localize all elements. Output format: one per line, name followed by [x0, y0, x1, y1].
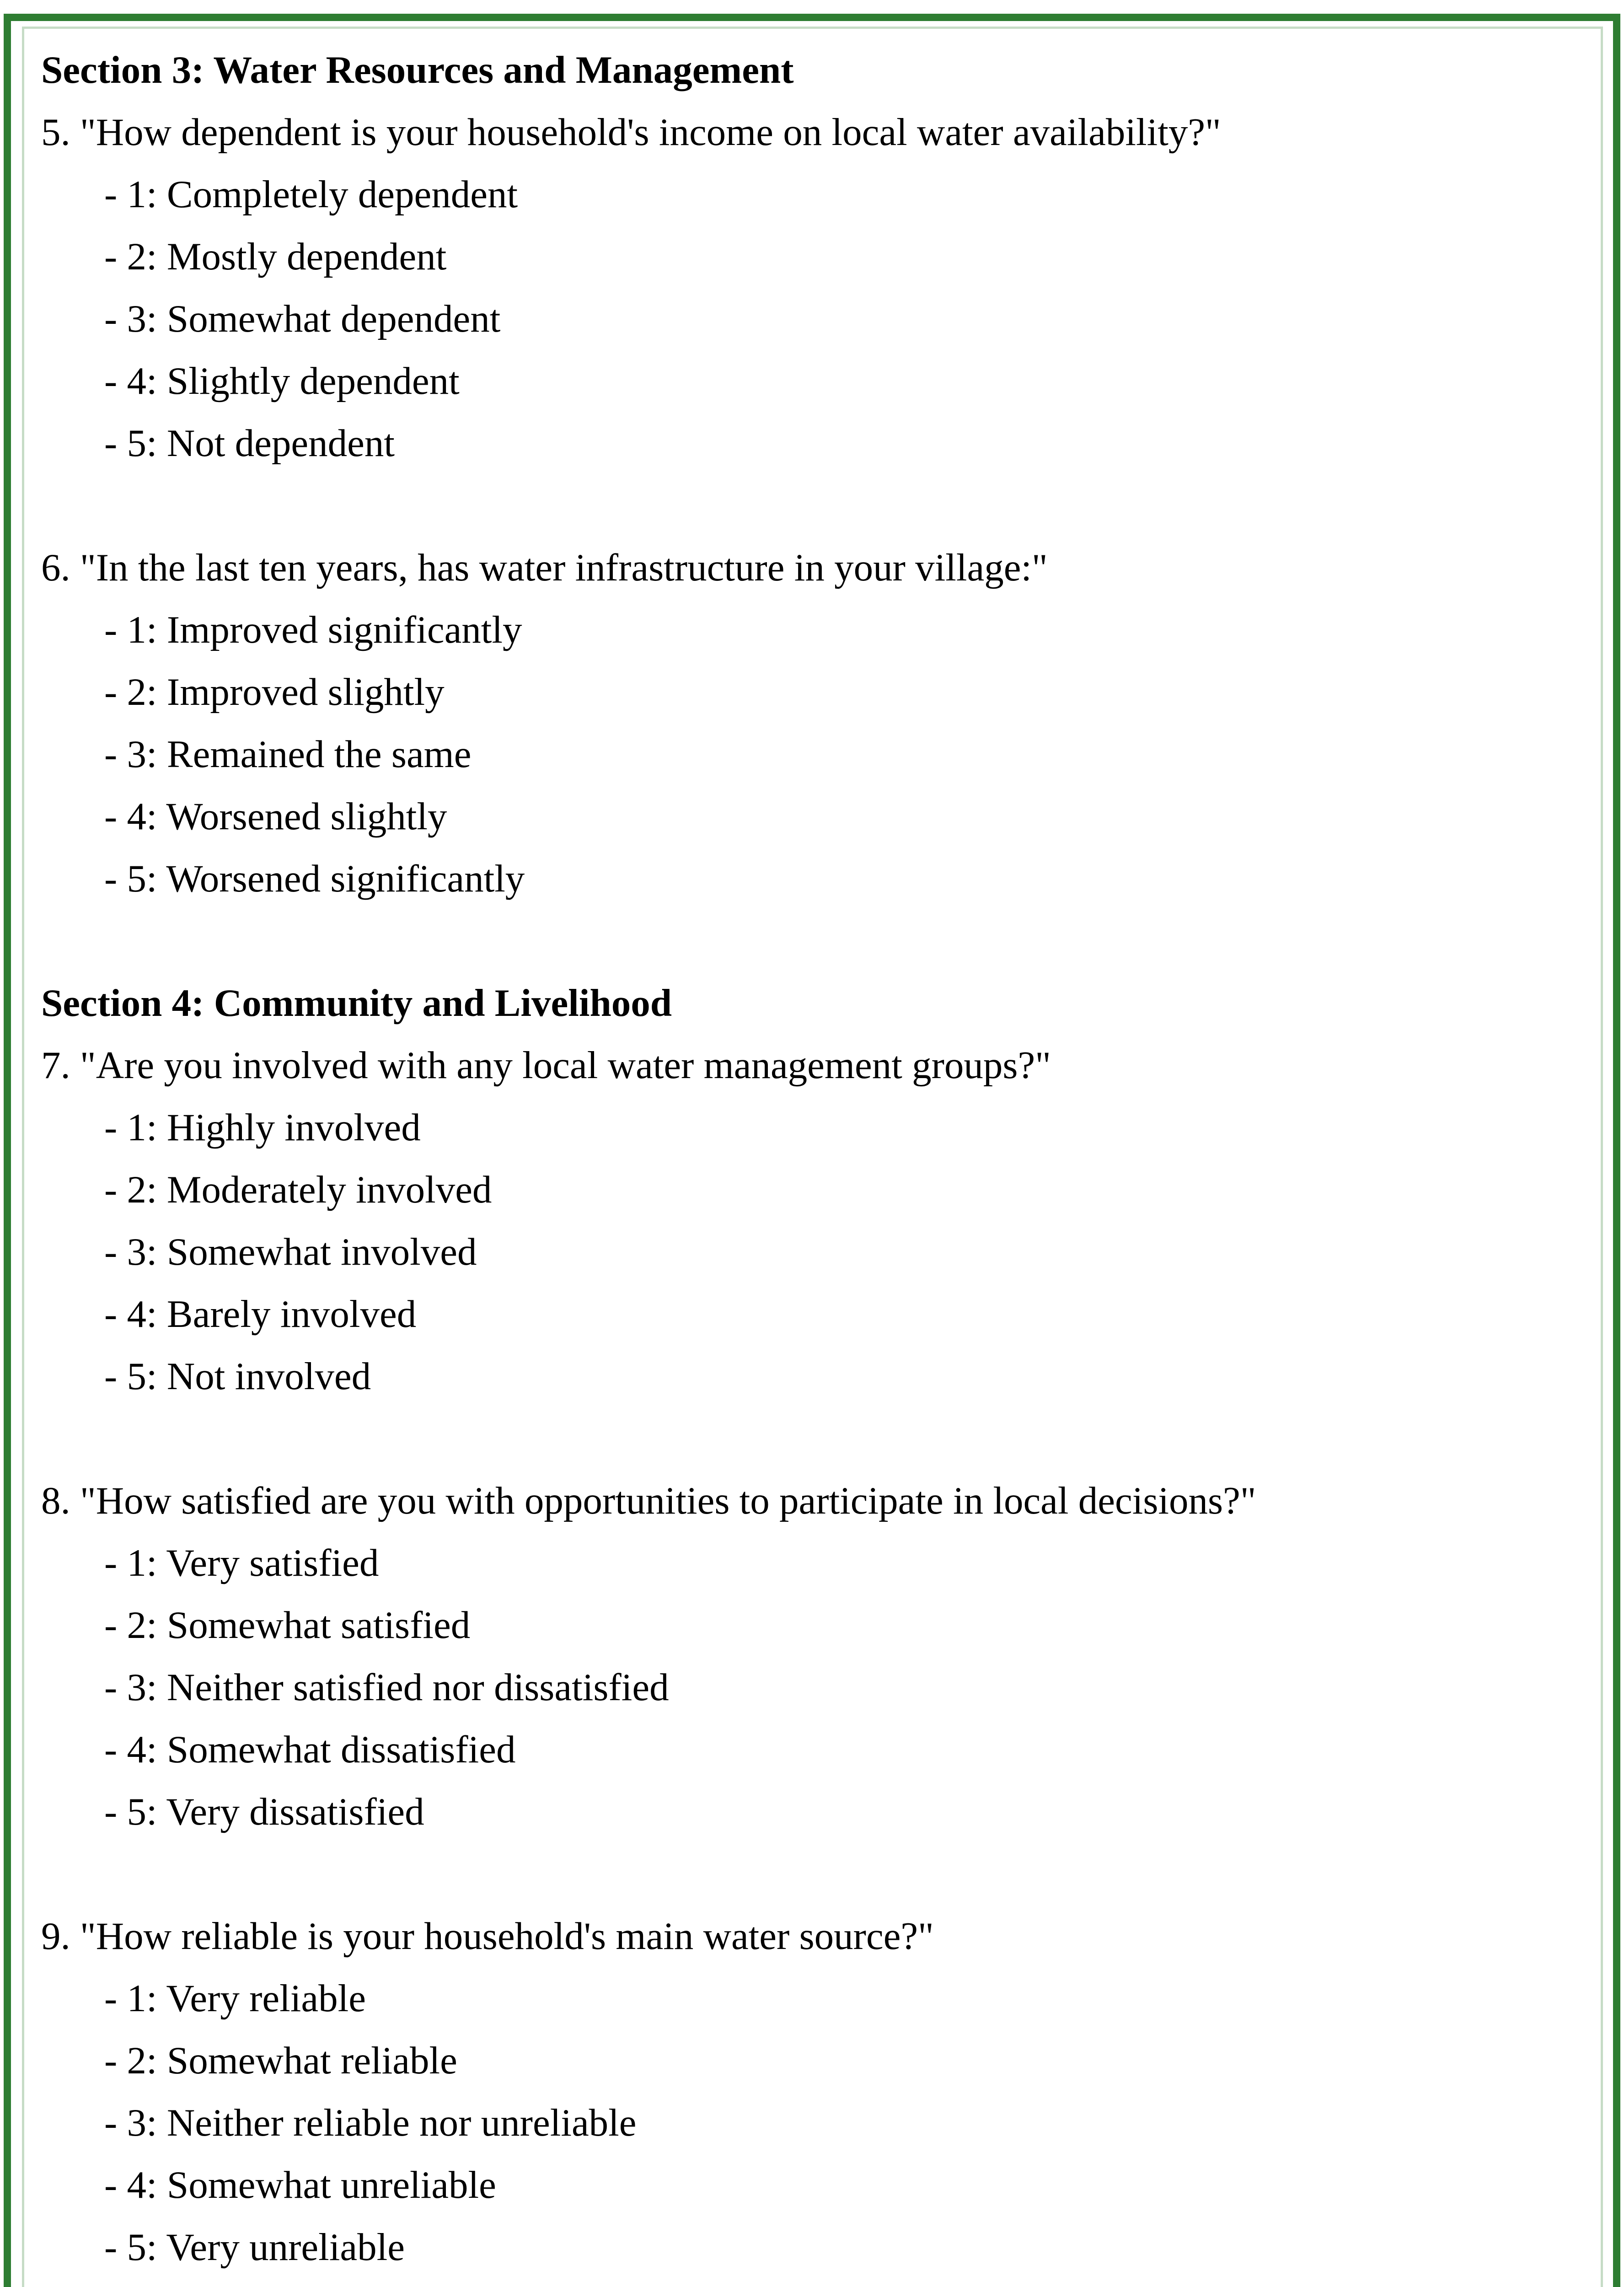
- option-item: - 1: Completely dependent: [104, 173, 518, 216]
- question-5: 5. "How dependent is your household's income on local water availability?": [41, 111, 1221, 154]
- question-8: 8. "How satisfied are you with opportunities to participate in local decisions?": [41, 1479, 1256, 1522]
- option-item: - 4: Worsened slightly: [104, 795, 447, 838]
- question-9-options: [41, 1967, 1582, 2278]
- spacer: [41, 2278, 1582, 2287]
- option-item: - 4: Somewhat unreliable: [104, 2164, 496, 2206]
- option-item: - 2: Somewhat satisfied: [104, 1604, 471, 1647]
- spacer: [41, 1407, 1582, 1470]
- question-7-options: [41, 1096, 1582, 1407]
- option-item: - 3: Neither satisfied nor dissatisfied: [104, 1666, 669, 1709]
- option-item: - 1: Improved significantly: [104, 608, 522, 651]
- option-item: - 5: Not involved: [104, 1355, 371, 1398]
- section-3-heading: Section 3: Water Resources and Management: [41, 48, 794, 91]
- option-item: - 3: Neither reliable nor unreliable: [104, 2101, 637, 2144]
- question-6: 6. "In the last ten years, has water infrastructure in your village:": [41, 546, 1048, 589]
- option-item: - 1: Very reliable: [104, 1977, 366, 2020]
- option-item: - 3: Somewhat dependent: [104, 297, 501, 340]
- option-item: - 2: Moderately involved: [104, 1168, 492, 1211]
- section-4-heading: Section 4: Community and Livelihood: [41, 982, 672, 1025]
- option-item: - 2: Somewhat reliable: [104, 2039, 457, 2082]
- option-item: - 2: Improved slightly: [104, 671, 445, 714]
- question-6-options: [41, 599, 1582, 910]
- option-item: - 4: Somewhat dissatisfied: [104, 1728, 516, 1771]
- option-item: - 5: Very dissatisfied: [104, 1790, 424, 1833]
- survey-content: [41, 39, 1582, 2287]
- option-item: - 5: Worsened significantly: [104, 857, 525, 900]
- option-item: - 4: Barely involved: [104, 1293, 417, 1336]
- question-9: 9. "How reliable is your household's main water source?": [41, 1915, 934, 1958]
- option-item: - 1: Very satisfied: [104, 1541, 379, 1584]
- option-item: - 5: Very unreliable: [104, 2226, 405, 2269]
- option-item: - 4: Slightly dependent: [104, 360, 460, 403]
- option-item: - 5: Not dependent: [104, 422, 395, 465]
- spacer: [41, 910, 1582, 972]
- option-item: - 3: Somewhat involved: [104, 1230, 477, 1273]
- spacer: [41, 474, 1582, 537]
- option-item: - 1: Highly involved: [104, 1106, 421, 1149]
- spacer: [41, 1843, 1582, 1905]
- question-8-options: [41, 1532, 1582, 1843]
- question-5-options: [41, 163, 1582, 474]
- question-7: 7. "Are you involved with any local water management groups?": [41, 1044, 1051, 1087]
- option-item: - 2: Mostly dependent: [104, 235, 447, 278]
- option-item: - 3: Remained the same: [104, 733, 472, 776]
